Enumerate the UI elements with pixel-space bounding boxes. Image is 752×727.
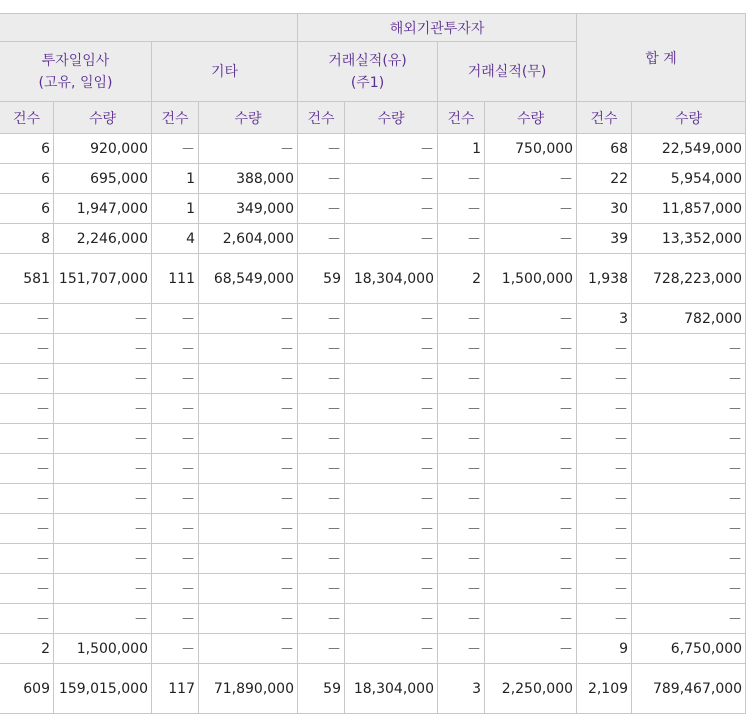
cell-count: 6 <box>0 134 54 164</box>
cell-count: － <box>298 454 345 484</box>
cell-amount: 789,467,000 <box>632 664 746 714</box>
cell-count: － <box>298 394 345 424</box>
cell-count: － <box>152 484 199 514</box>
cell-count: － <box>438 364 485 394</box>
subheader-amount: 수량 <box>199 102 298 134</box>
cell-count: 8 <box>0 224 54 254</box>
cell-count: － <box>298 514 345 544</box>
cell-amount: 695,000 <box>54 164 152 194</box>
cell-count: － <box>438 604 485 634</box>
header-blank-cell <box>0 14 298 42</box>
cell-count: － <box>577 334 632 364</box>
cell-amount: 5,954,000 <box>632 164 746 194</box>
cell-count: － <box>298 334 345 364</box>
cell-amount: － <box>345 224 438 254</box>
cell-count: － <box>152 334 199 364</box>
subheader-amount: 수량 <box>632 102 746 134</box>
cell-amount: 782,000 <box>632 304 746 334</box>
table-row <box>0 574 746 604</box>
cell-amount: 388,000 <box>199 164 298 194</box>
table-row <box>0 194 746 224</box>
table-row <box>0 544 746 574</box>
cell-amount: 11,857,000 <box>632 194 746 224</box>
cell-amount: － <box>345 364 438 394</box>
cell-amount: － <box>632 484 746 514</box>
cell-count: － <box>0 334 54 364</box>
cell-count: － <box>438 634 485 664</box>
cell-count: 581 <box>0 254 54 304</box>
cell-count: 6 <box>0 194 54 224</box>
cell-count: 1 <box>152 194 199 224</box>
cell-count: － <box>298 604 345 634</box>
cell-count: 609 <box>0 664 54 714</box>
cell-count: － <box>438 394 485 424</box>
table-row <box>0 424 746 454</box>
cell-amount: － <box>345 574 438 604</box>
cell-count: － <box>0 544 54 574</box>
cell-amount: － <box>632 334 746 364</box>
cell-count: － <box>0 604 54 634</box>
cell-count: 4 <box>152 224 199 254</box>
cell-amount: － <box>345 604 438 634</box>
cell-count: － <box>152 364 199 394</box>
cell-amount: 151,707,000 <box>54 254 152 304</box>
cell-count: － <box>438 224 485 254</box>
cell-amount: － <box>199 454 298 484</box>
cell-count: － <box>298 304 345 334</box>
cell-count: － <box>438 574 485 604</box>
cell-amount: 1,500,000 <box>54 634 152 664</box>
cell-amount: － <box>632 454 746 484</box>
cell-amount: － <box>485 514 577 544</box>
cell-amount: 1,500,000 <box>485 254 577 304</box>
cell-count: 117 <box>152 664 199 714</box>
cell-count: － <box>577 424 632 454</box>
cell-amount: 2,604,000 <box>199 224 298 254</box>
cell-amount: － <box>199 544 298 574</box>
cell-count: 111 <box>152 254 199 304</box>
cell-amount: － <box>199 604 298 634</box>
cell-amount: － <box>632 364 746 394</box>
table-row <box>0 514 746 544</box>
cell-count: － <box>577 364 632 394</box>
cell-amount: － <box>632 574 746 604</box>
cell-amount: － <box>632 394 746 424</box>
cell-amount: － <box>485 454 577 484</box>
top-margin <box>0 0 752 13</box>
cell-count: － <box>577 514 632 544</box>
cell-amount: － <box>345 634 438 664</box>
cell-amount: － <box>485 424 577 454</box>
cell-amount: － <box>345 134 438 164</box>
cell-count: － <box>298 574 345 604</box>
col-group-label-line: 투자일임사 <box>41 52 110 69</box>
cell-amount: 18,304,000 <box>345 664 438 714</box>
cell-count: 30 <box>577 194 632 224</box>
cell-amount: － <box>485 484 577 514</box>
subheader-count: 건수 <box>0 102 54 134</box>
cell-count: － <box>438 454 485 484</box>
col-group-label-line: (주1) <box>350 74 385 91</box>
cell-amount: － <box>345 304 438 334</box>
table-row <box>0 164 746 194</box>
cell-amount: － <box>54 424 152 454</box>
subheader-amount: 수량 <box>345 102 438 134</box>
cell-amount: 18,304,000 <box>345 254 438 304</box>
cell-amount: 920,000 <box>54 134 152 164</box>
cell-amount: 6,750,000 <box>632 634 746 664</box>
group-title-foreign-institutional: 해외기관투자자 <box>298 14 577 42</box>
cell-count: － <box>0 304 54 334</box>
cell-amount: － <box>632 604 746 634</box>
cell-count: － <box>152 454 199 484</box>
cell-amount: － <box>199 634 298 664</box>
cell-amount: － <box>485 334 577 364</box>
cell-amount: － <box>199 364 298 394</box>
cell-amount: － <box>345 194 438 224</box>
cell-count: － <box>298 544 345 574</box>
cell-count: － <box>438 544 485 574</box>
cell-count: － <box>0 364 54 394</box>
table-row <box>0 454 746 484</box>
table-row <box>0 254 746 304</box>
cell-amount: － <box>485 574 577 604</box>
cell-count: 39 <box>577 224 632 254</box>
cell-count: － <box>438 424 485 454</box>
cell-amount: 750,000 <box>485 134 577 164</box>
cell-count: － <box>152 634 199 664</box>
cell-count: － <box>298 364 345 394</box>
cell-amount: － <box>345 334 438 364</box>
cell-amount: － <box>345 484 438 514</box>
cell-count: 68 <box>577 134 632 164</box>
table-row <box>0 224 746 254</box>
cell-amount: － <box>54 364 152 394</box>
cell-amount: － <box>345 164 438 194</box>
table-row <box>0 334 746 364</box>
col-group-label-line: (고유, 일임) <box>38 74 113 91</box>
cell-count: － <box>577 484 632 514</box>
cell-count: － <box>0 394 54 424</box>
table-row <box>0 134 746 164</box>
table-row <box>0 634 746 664</box>
cell-amount: － <box>485 634 577 664</box>
table-row <box>0 364 746 394</box>
cell-amount: 2,250,000 <box>485 664 577 714</box>
cell-amount: － <box>54 484 152 514</box>
cell-amount: － <box>54 334 152 364</box>
col-group-other <box>152 42 298 102</box>
cell-count: － <box>152 544 199 574</box>
cell-amount: － <box>199 304 298 334</box>
cell-count: － <box>298 484 345 514</box>
col-group-label-line: 기타 <box>210 63 239 80</box>
cell-count: － <box>0 454 54 484</box>
cell-count: － <box>438 484 485 514</box>
cell-amount: － <box>199 484 298 514</box>
col-group-without-record <box>438 42 577 102</box>
cell-amount: － <box>345 514 438 544</box>
cell-amount: － <box>199 574 298 604</box>
cell-count: － <box>152 424 199 454</box>
cell-count: － <box>298 194 345 224</box>
cell-amount: － <box>54 394 152 424</box>
cell-count: 59 <box>298 254 345 304</box>
cell-amount: － <box>485 394 577 424</box>
cell-amount: － <box>485 304 577 334</box>
total-header: 합 계 <box>577 14 746 102</box>
cell-amount: － <box>485 364 577 394</box>
cell-count: － <box>152 134 199 164</box>
cell-amount: － <box>199 134 298 164</box>
cell-amount: 349,000 <box>199 194 298 224</box>
cell-amount: － <box>345 454 438 484</box>
cell-amount: － <box>54 514 152 544</box>
cell-count: － <box>152 514 199 544</box>
cell-amount: － <box>485 224 577 254</box>
cell-count: － <box>438 514 485 544</box>
cell-count: 3 <box>577 304 632 334</box>
cell-amount: － <box>54 574 152 604</box>
cell-amount: － <box>54 544 152 574</box>
cell-count: 2 <box>0 634 54 664</box>
cell-amount: － <box>632 514 746 544</box>
cell-amount: － <box>199 424 298 454</box>
cell-count: 9 <box>577 634 632 664</box>
col-group-label-line: 거래실적(무) <box>467 63 547 80</box>
subheader-count: 건수 <box>577 102 632 134</box>
table-row <box>0 664 746 714</box>
cell-count: 1 <box>152 164 199 194</box>
subheader-count: 건수 <box>438 102 485 134</box>
cell-count: － <box>577 394 632 424</box>
cell-count: － <box>298 424 345 454</box>
cell-amount: 13,352,000 <box>632 224 746 254</box>
cell-count: － <box>298 224 345 254</box>
cell-amount: － <box>345 424 438 454</box>
cell-count: － <box>438 164 485 194</box>
cell-count: － <box>152 604 199 634</box>
cell-count: － <box>438 304 485 334</box>
cell-count: － <box>298 164 345 194</box>
cell-count: － <box>0 424 54 454</box>
cell-amount: － <box>485 604 577 634</box>
cell-count: － <box>0 574 54 604</box>
cell-count: － <box>577 574 632 604</box>
cell-amount: － <box>485 164 577 194</box>
table-row <box>0 604 746 634</box>
cell-count: － <box>0 514 54 544</box>
cell-count: － <box>577 454 632 484</box>
cell-amount: 71,890,000 <box>199 664 298 714</box>
cell-count: 1 <box>438 134 485 164</box>
cell-amount: 22,549,000 <box>632 134 746 164</box>
cell-count: 2 <box>438 254 485 304</box>
cell-amount: 728,223,000 <box>632 254 746 304</box>
cell-amount: － <box>54 604 152 634</box>
cell-count: － <box>152 394 199 424</box>
col-group-discretionary <box>0 42 152 102</box>
cell-amount: － <box>485 544 577 574</box>
cell-count: 3 <box>438 664 485 714</box>
cell-count: 1,938 <box>577 254 632 304</box>
cell-amount: － <box>54 454 152 484</box>
cell-amount: － <box>345 544 438 574</box>
cell-amount: － <box>54 304 152 334</box>
cell-amount: － <box>199 514 298 544</box>
cell-count: － <box>152 574 199 604</box>
subheader-count: 건수 <box>152 102 199 134</box>
cell-amount: － <box>632 544 746 574</box>
cell-amount: － <box>345 394 438 424</box>
cell-count: － <box>577 604 632 634</box>
col-group-label-line: 거래실적(유) <box>328 52 407 69</box>
col-group-with-record <box>298 42 438 102</box>
table-row <box>0 304 746 334</box>
cell-count: － <box>438 194 485 224</box>
cell-amount: 2,246,000 <box>54 224 152 254</box>
cell-count: － <box>298 634 345 664</box>
cell-amount: － <box>632 424 746 454</box>
cell-count: － <box>438 334 485 364</box>
cell-count: 2,109 <box>577 664 632 714</box>
cell-count: 59 <box>298 664 345 714</box>
investor-allocation-table <box>0 13 746 714</box>
cell-count: 22 <box>577 164 632 194</box>
cell-count: 6 <box>0 164 54 194</box>
cell-amount: － <box>199 334 298 364</box>
cell-count: － <box>152 304 199 334</box>
subheader-amount: 수량 <box>485 102 577 134</box>
cell-amount: 1,947,000 <box>54 194 152 224</box>
cell-count: － <box>298 134 345 164</box>
cell-amount: 68,549,000 <box>199 254 298 304</box>
cell-count: － <box>577 544 632 574</box>
table-row <box>0 484 746 514</box>
subheader-count: 건수 <box>298 102 345 134</box>
cell-count: － <box>0 484 54 514</box>
subheader-amount: 수량 <box>54 102 152 134</box>
cell-amount: － <box>485 194 577 224</box>
cell-amount: 159,015,000 <box>54 664 152 714</box>
table-row <box>0 394 746 424</box>
cell-amount: － <box>199 394 298 424</box>
